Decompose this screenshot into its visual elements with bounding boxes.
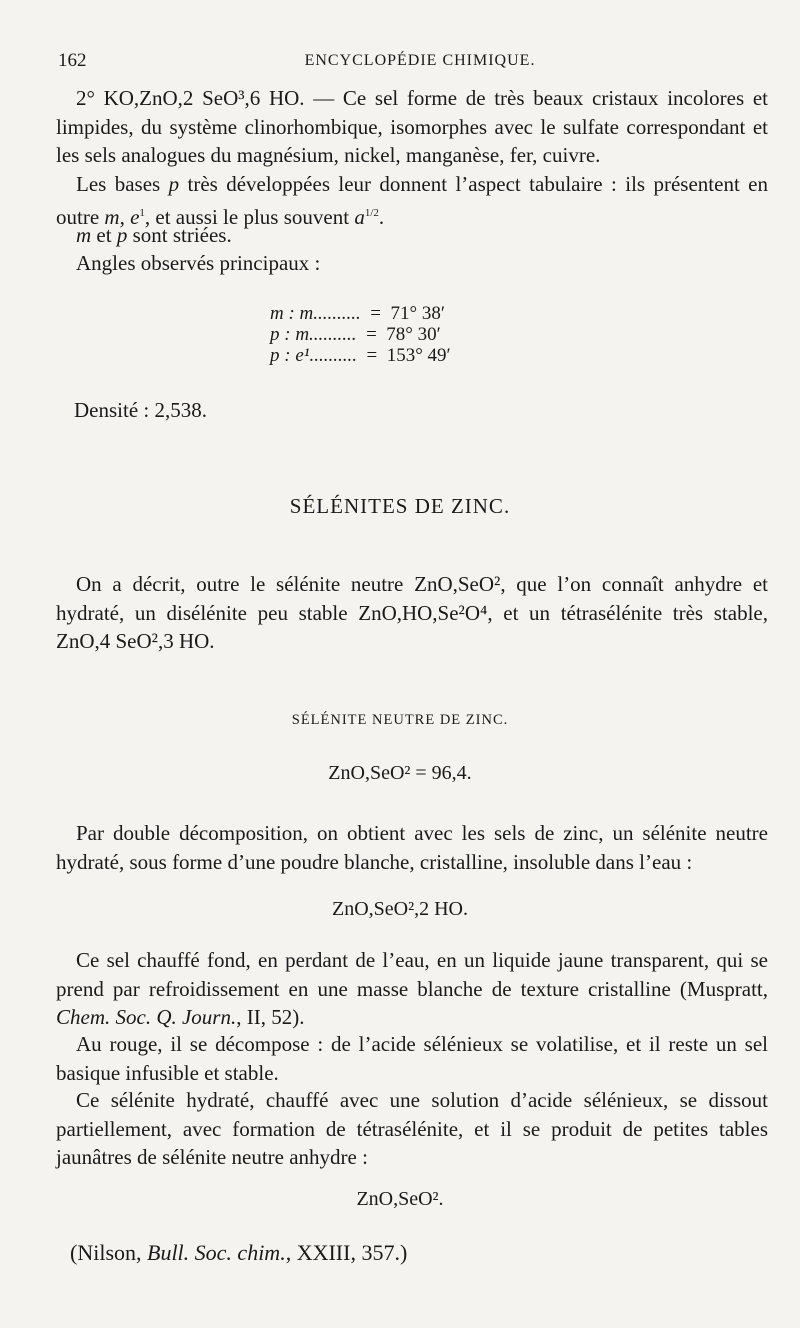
- paragraph-striations: m et p sont striées.: [76, 223, 232, 247]
- page-header: [58, 50, 782, 76]
- formula-molecular-weight: ZnO,SeO² = 96,4.: [328, 762, 472, 784]
- formula-hydrate: ZnO,SeO²,2 HO.: [332, 898, 468, 920]
- paragraph-angles-heading: Angles observés principaux :: [76, 251, 321, 275]
- paragraph-potassium-zinc-selenate: 2° KO,ZnO,2 SeO³,6 HO. — Ce sel forme de très beaux cristaux incolores et limpides, du système clinorhombique, isomorphes avec le sulfate correspondant et les sels analogues du magnésium, nickel, manganèse, fer, cuivre.: [56, 86, 768, 167]
- angles-table: [270, 303, 451, 366]
- subsection-title: SÉLÉNITE NEUTRE DE ZINC.: [291, 712, 509, 728]
- paragraph-crystal-faces: Les bases p très développées leur donnent l’aspect tabulaire : ils présentent en outre m, $e^1$, et aussi le plus souvent $a^{1/2}$.: [56, 172, 768, 229]
- citation: (Nilson, Bull. Soc. chim., XXIII, 357.): [70, 1240, 408, 1265]
- angle-row: p : e¹.......... = 153° 49′: [270, 345, 451, 366]
- running-head: ENCYCLOPÉDIE CHIMIQUE.: [304, 52, 536, 69]
- paragraph-intro: On a décrit, outre le sélénite neutre ZnO,SeO², que l’on connaît anhydre et hydraté, un disélénite peu stable ZnO,HO,Se²O⁴, et un tétrasélénite très stable, ZnO,4 SeO²,3 HO.: [56, 572, 768, 653]
- page-number: 162: [58, 50, 87, 71]
- paragraph-anhydrous: Ce sélénite hydraté, chauffé avec une solution d’acide sélénieux, se dissout partiellement, avec formation de tétrasélénite, et il se produit de petites tables jaunâtres de sélénite neutre anhydre :: [56, 1088, 768, 1169]
- paragraph-heating: Ce sel chauffé fond, en perdant de l’eau, en un liquide jaune transparent, qui se prend par refroidissement en une masse blanche de texture cristalline (Muspratt, Chem. Soc. Q. Journ., II, 52).: [56, 948, 768, 1029]
- angle-row: p : m.......... = 78° 30′: [270, 324, 441, 345]
- paragraph-red-heat: Au rouge, il se décompose : de l’acide sélénieux se volatilise, et il reste un sel basique infusible et stable.: [56, 1032, 768, 1085]
- density-line: Densité : 2,538.: [74, 398, 207, 422]
- section-title: SÉLÉNITES DE ZINC.: [289, 494, 511, 518]
- angle-row: m : m.......... = 71° 38′: [270, 303, 446, 324]
- paragraph-preparation: Par double décomposition, on obtient avec les sels de zinc, un sélénite neutre hydraté, sous forme d’une poudre blanche, cristalline, insoluble dans l’eau :: [56, 821, 768, 874]
- formula-anhydrous: ZnO,SeO².: [356, 1188, 444, 1210]
